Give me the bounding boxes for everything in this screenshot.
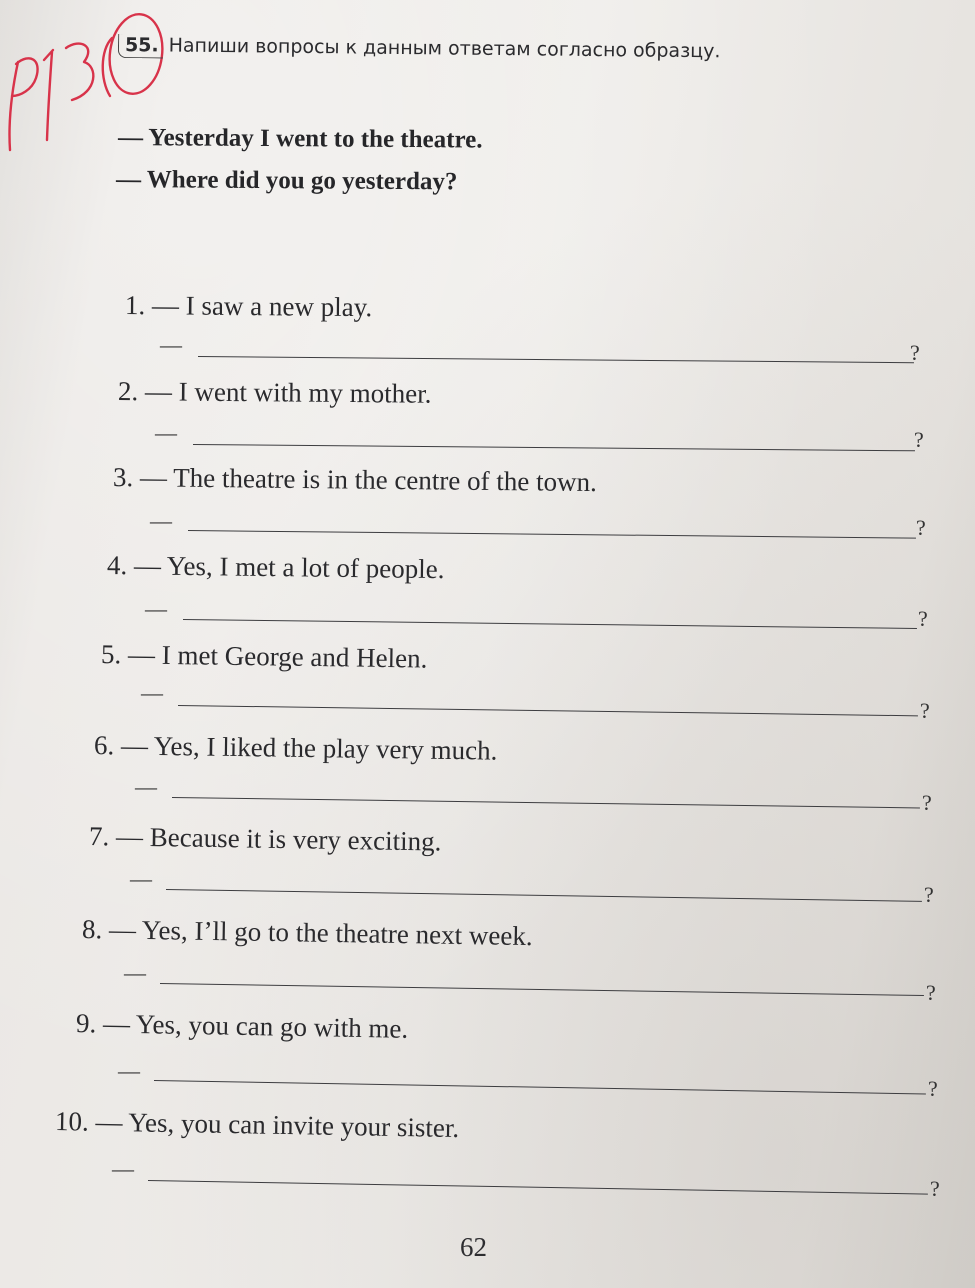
- question-mark: ?: [916, 515, 926, 540]
- question-mark: ?: [920, 698, 930, 723]
- answer-dash: —: [130, 866, 152, 891]
- exercise-item: [76, 1008, 409, 1045]
- item-number: 7.: [88, 821, 110, 852]
- answer-dash: —: [135, 774, 157, 799]
- item-number: 8.: [81, 914, 103, 945]
- answer-blank-line[interactable]: [193, 444, 915, 451]
- answer-blank-line[interactable]: [172, 797, 920, 808]
- answer-dash: —: [141, 680, 163, 705]
- answer-blank-line[interactable]: [198, 356, 914, 363]
- answer-dash: —: [112, 1156, 134, 1181]
- question-mark: ?: [922, 790, 932, 815]
- example-answer: — Yesterday I went to the theatre.: [117, 124, 483, 154]
- answer-dash: —: [124, 960, 146, 985]
- exercise-item: [101, 639, 428, 675]
- exercise-item: [89, 821, 442, 858]
- question-mark: ?: [926, 980, 936, 1005]
- question-mark: ?: [924, 882, 934, 907]
- exercise-item: [82, 914, 533, 952]
- answer-blank-line[interactable]: [166, 889, 922, 902]
- exercise-item: [107, 550, 445, 585]
- item-answer: — Yes, I liked the play very much.: [120, 730, 498, 766]
- answer-blank-line[interactable]: [154, 1080, 926, 1094]
- item-number: 4.: [106, 550, 128, 581]
- question-mark: ?: [930, 1176, 940, 1201]
- answer-blank-line[interactable]: [148, 1180, 928, 1195]
- answer-blank-line[interactable]: [183, 619, 917, 629]
- item-number: 2.: [117, 376, 139, 407]
- question-mark: ?: [914, 427, 924, 452]
- page-number: 62: [460, 1232, 487, 1262]
- item-number: 10.: [54, 1106, 90, 1137]
- answer-blank-line[interactable]: [160, 983, 924, 996]
- example-question: — Where did you go yesterday?: [115, 166, 458, 196]
- exercise-item: [94, 730, 498, 767]
- item-answer: — I went with my mother.: [144, 376, 432, 409]
- question-mark: ?: [910, 340, 920, 365]
- item-answer: — The theatre is in the centre of the town.: [139, 462, 597, 498]
- exercise-header: [118, 34, 721, 64]
- answer-dash: —: [155, 420, 177, 445]
- item-answer: — Yes, you can go with me.: [102, 1008, 409, 1044]
- answer-dash: —: [118, 1058, 140, 1083]
- exercise-item: [125, 290, 372, 323]
- item-answer: — I met George and Helen.: [127, 639, 428, 674]
- answer-blank-line[interactable]: [188, 530, 916, 539]
- answer-dash: —: [145, 596, 167, 621]
- exercise-item: [113, 462, 597, 498]
- exercise-item: [118, 376, 432, 410]
- item-number: 6.: [93, 730, 115, 761]
- exercise-item: [55, 1106, 460, 1144]
- item-answer: — Because it is very exciting.: [115, 821, 442, 857]
- item-number: 5.: [100, 639, 122, 670]
- exercise-instruction: Напиши вопросы к данным ответам согласно образцу.: [168, 34, 721, 63]
- answer-dash: —: [160, 332, 182, 357]
- answer-blank-line[interactable]: [178, 705, 918, 716]
- item-number: 3.: [112, 462, 134, 493]
- item-answer: — I saw a new play.: [151, 290, 373, 323]
- answer-dash: —: [150, 508, 172, 533]
- item-answer: — Yes, I’ll go to the theatre next week.: [108, 914, 533, 952]
- item-number: 9.: [75, 1008, 97, 1039]
- question-mark: ?: [918, 606, 928, 631]
- item-answer: — Yes, I met a lot of people.: [133, 550, 445, 585]
- exercise-number: 55.: [118, 34, 163, 58]
- item-number: 1.: [124, 290, 146, 321]
- item-answer: — Yes, you can invite your sister.: [95, 1106, 460, 1144]
- question-mark: ?: [928, 1076, 938, 1101]
